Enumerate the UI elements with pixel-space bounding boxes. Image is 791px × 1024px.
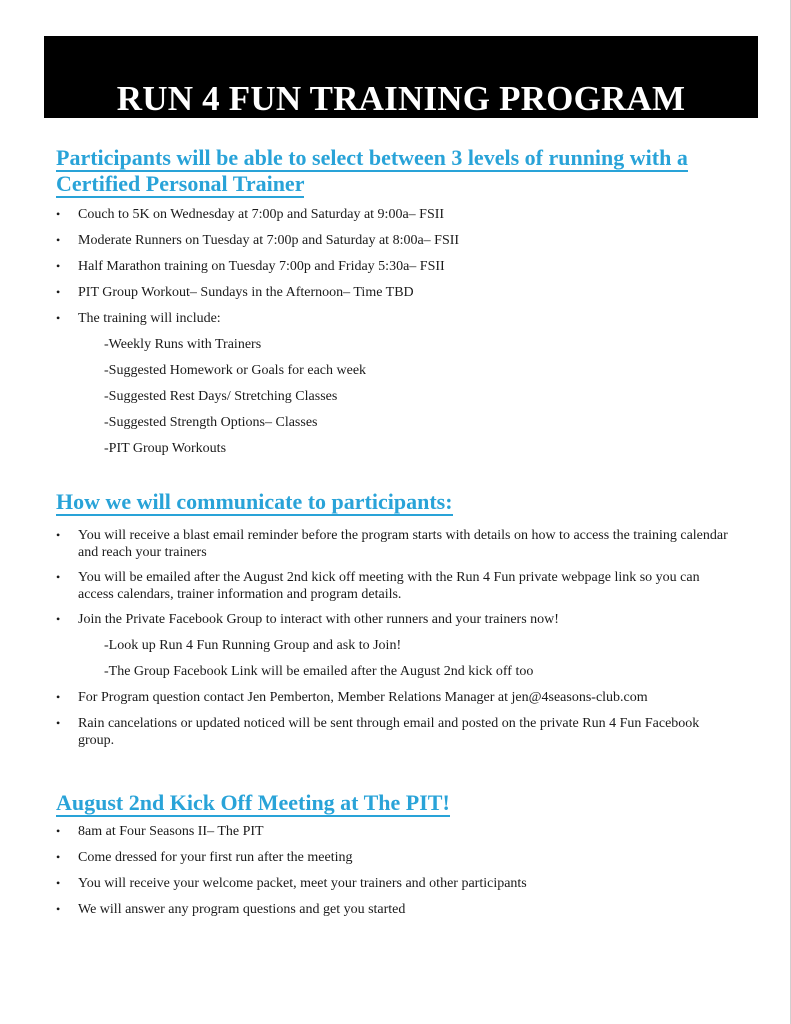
list-item: • The training will include: xyxy=(56,311,221,326)
bullet-icon: • xyxy=(56,902,61,916)
list-item: • 8am at Four Seasons II– The PIT xyxy=(56,824,264,839)
list-item: • You will receive your welcome packet, meet your trainers and other participants xyxy=(56,876,527,891)
list-item: • You will receive a blast email reminder before the program starts with details on how to access the training calendar and reach your trainers xyxy=(56,528,728,560)
list-item: • Rain cancelations or updated noticed will be sent through email and posted on the private Run 4 Fun Facebook group. xyxy=(56,716,700,748)
list-item: • Moderate Runners on Tuesday at 7:00p and Saturday at 8:00a– FSII xyxy=(56,233,460,248)
sub-item: -Suggested Strength Options– Classes xyxy=(104,415,318,430)
page-title: RUN 4 FUN TRAINING PROGRAM xyxy=(116,79,686,118)
list-item: • For Program question contact Jen Pemberton, Member Relations Manager at jen@4seasons-club.com xyxy=(56,690,648,705)
title-bar xyxy=(44,36,758,118)
bullet-icon: • xyxy=(56,570,61,584)
sub-item: -Weekly Runs with Trainers xyxy=(104,337,262,352)
section-heading-levels xyxy=(56,145,756,197)
bullet-icon: • xyxy=(56,528,61,542)
bullet-icon: • xyxy=(56,207,61,221)
kickoff-list xyxy=(56,823,736,918)
list-item: • Half Marathon training on Tuesday 7:00p and Friday 5:30a– FSII xyxy=(56,259,445,274)
sub-item: -Suggested Rest Days/ Stretching Classes xyxy=(104,389,338,404)
bullet-icon: • xyxy=(56,612,61,626)
bullet-icon: • xyxy=(56,690,61,704)
sub-item: -Look up Run 4 Fun Running Group and ask to Join! xyxy=(104,638,402,653)
bullet-icon: • xyxy=(56,259,61,273)
section-heading-communicate: How we will communicate to participants: xyxy=(56,489,453,514)
section-heading-levels-line1: Participants will be able to select between 3 levels of running with a xyxy=(56,145,688,170)
bullet-icon: • xyxy=(56,285,61,299)
list-item: • Come dressed for your first run after the meeting xyxy=(56,850,353,865)
section-heading-kickoff: August 2nd Kick Off Meeting at The PIT! xyxy=(56,790,450,815)
list-item: • You will be emailed after the August 2nd kick off meeting with the Run 4 Fun private webpage link so you can access calendars, trainer information and program details. xyxy=(56,570,700,602)
sub-item: -Suggested Homework or Goals for each week xyxy=(104,363,367,378)
bullet-icon: • xyxy=(56,311,61,325)
sub-item: -The Group Facebook Link will be emailed after the August 2nd kick off too xyxy=(104,664,534,679)
communicate-list xyxy=(56,527,736,749)
sub-item: -PIT Group Workouts xyxy=(104,441,227,456)
list-item: • We will answer any program questions and get you started xyxy=(56,902,406,917)
bullet-icon: • xyxy=(56,233,61,247)
list-item: • Couch to 5K on Wednesday at 7:00p and Saturday at 9:00a– FSII xyxy=(56,207,445,222)
bullet-icon: • xyxy=(56,850,61,864)
levels-list xyxy=(56,206,736,457)
section-heading-levels-line2: Certified Personal Trainer xyxy=(56,171,305,196)
list-item: • PIT Group Workout– Sundays in the Afternoon– Time TBD xyxy=(56,285,414,300)
bullet-icon: • xyxy=(56,876,61,890)
bullet-icon: • xyxy=(56,824,61,838)
bullet-icon: • xyxy=(56,716,61,730)
list-item: • Join the Private Facebook Group to interact with other runners and your trainers now! xyxy=(56,612,559,627)
